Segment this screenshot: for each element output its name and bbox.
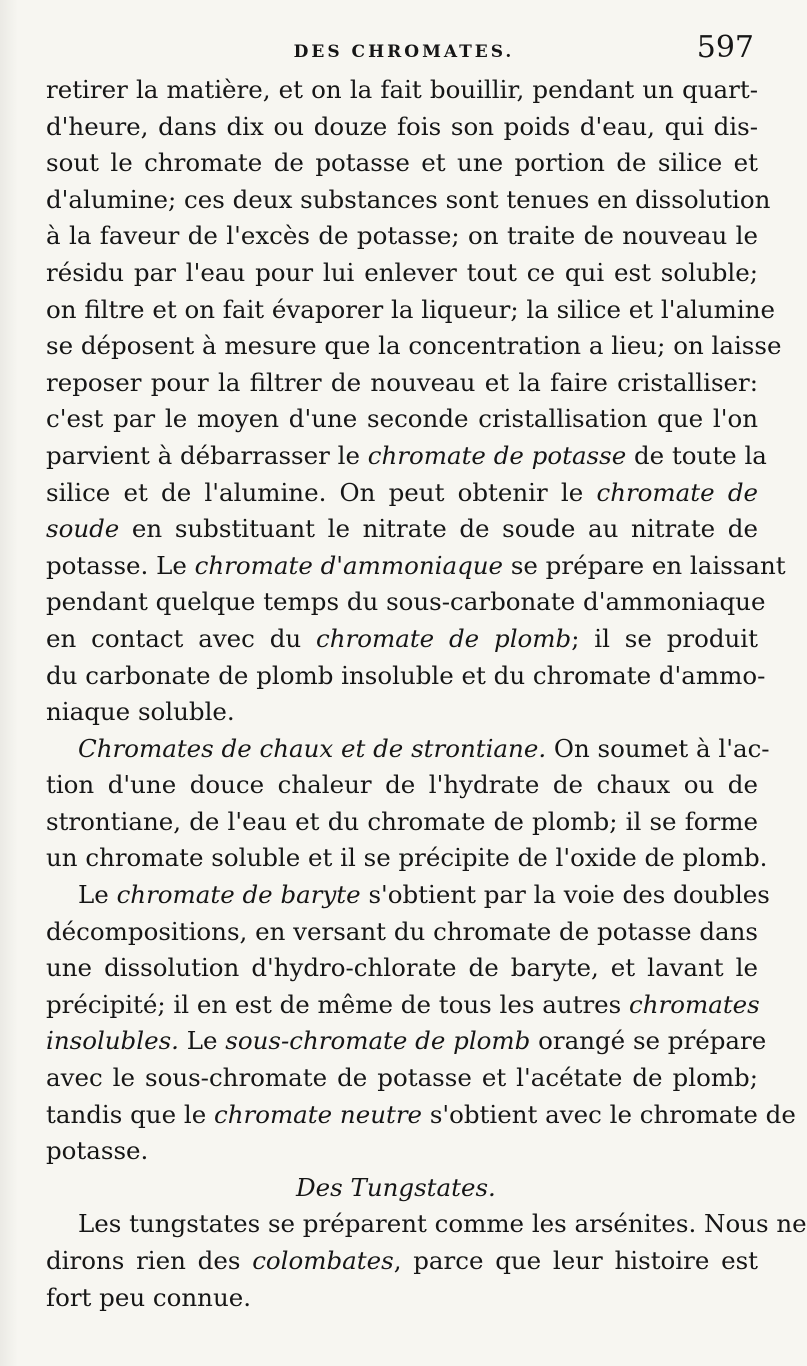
text-line: potasse.: [46, 1136, 149, 1166]
text-line: à la faveur de l'excès de potasse; on traite de nouveau le: [46, 221, 758, 251]
text-line: une dissolution d'hydro-chlorate de baryte, et lavant le: [46, 953, 758, 983]
text-line: d'alumine; ces deux substances sont tenues en dissolution: [46, 184, 771, 214]
italic-term: chromate de potasse: [367, 440, 627, 470]
text-run: en substituant le nitrate de soude au nitrate de: [119, 514, 758, 544]
text-line: [46, 731, 770, 768]
text-run: s'obtient avec le chromate de: [422, 1099, 796, 1129]
text-line: sout le chromate de potasse et une portion de silice et: [46, 148, 758, 178]
text-line: [46, 475, 758, 512]
text-line: tion d'une douce chaleur de l'hydrate de chaux ou de: [46, 770, 758, 800]
body-text: [46, 72, 807, 1316]
text-line: [46, 877, 770, 914]
text-line: se déposent à mesure que la concentration a lieu; on laisse: [46, 331, 782, 361]
text-line: retirer la matière, et on la fait bouillir, pendant un quart-: [46, 75, 758, 104]
italic-term: soude: [46, 514, 120, 544]
italic-term: chromate de baryte: [116, 880, 361, 910]
italic-term: sous-chromate de plomb: [225, 1026, 531, 1056]
text-line: résidu par l'eau pour lui enlever tout ce qui est soluble;: [46, 257, 758, 287]
text-line: niaque soluble.: [46, 697, 235, 727]
text-line: [46, 621, 758, 658]
text-line: [46, 511, 758, 548]
text-line: on filtre et on fait évaporer la liqueur; la silice et l'alumine: [46, 294, 776, 324]
text-line: un chromate soluble et il se précipite de l'oxide de plomb.: [46, 843, 768, 873]
text-run: , parce que leur histoire est: [393, 1246, 759, 1275]
text-line: Les tungstates se préparent comme les arsénites. Nous ne: [78, 1209, 807, 1239]
text-line: [46, 438, 767, 475]
text-line: [46, 987, 758, 1024]
italic-term: colombates: [252, 1246, 394, 1275]
page-number: 597: [696, 30, 754, 65]
text-line: [46, 1023, 767, 1060]
text-line: [46, 1243, 758, 1280]
running-head: DES CHROMATES.: [293, 42, 515, 62]
text-run: On soumet à l'ac-: [546, 733, 770, 763]
text-run: en contact avec du: [46, 623, 317, 653]
text-run: de toute la: [626, 440, 767, 470]
italic-term: chromate d'ammoniaque: [194, 550, 504, 580]
text-line: fort peu connue.: [46, 1282, 252, 1312]
italic-term: chromate neutre: [213, 1099, 423, 1129]
text-run: potasse. Le: [46, 550, 195, 580]
section-title: Des Tungstates.: [296, 1172, 496, 1202]
text-run: silice et de l'alumine. On peut obtenir le: [46, 477, 597, 507]
italic-term: chromates: [629, 989, 760, 1019]
text-line: c'est par le moyen d'une seconde cristallisation que l'on: [46, 404, 758, 434]
text-line: strontiane, de l'eau et du chromate de plomb; il se forme: [46, 806, 758, 836]
text-line: reposer pour la filtrer de nouveau et la faire cristalliser:: [46, 367, 758, 397]
text-run: Le: [178, 1026, 226, 1056]
text-run: se prépare en laissant: [503, 550, 786, 580]
text-run: s'obtient par la voie des doubles: [360, 880, 770, 910]
text-run: tandis que le: [46, 1099, 214, 1129]
text-run: Le: [78, 880, 117, 910]
italic-term: chromate de plomb: [316, 623, 572, 653]
text-line: [46, 1097, 796, 1134]
text-run: dirons rien des: [46, 1246, 253, 1275]
italic-term: insolubles.: [46, 1026, 179, 1056]
text-run: parvient à débarrasser le: [46, 440, 368, 470]
text-line: [46, 548, 786, 585]
text-line: du carbonate de plomb insoluble et du chromate d'ammo-: [46, 660, 766, 690]
italic-term: chromate de: [596, 477, 758, 507]
text-line: avec le sous-chromate de potasse et l'acétate de plomb;: [46, 1063, 758, 1093]
text-line: d'heure, dans dix ou douze fois son poids d'eau, qui dis-: [46, 111, 758, 141]
text-line: décompositions, en versant du chromate de potasse dans: [46, 916, 758, 946]
text-run: précipité; il en est de même de tous les autres: [46, 989, 630, 1019]
text-line: pendant quelque temps du sous-carbonate d'ammoniaque: [46, 587, 766, 617]
text-run: ; il se produit: [571, 623, 758, 653]
italic-heading: Chromates de chaux et de strontiane.: [78, 733, 547, 763]
text-run: orangé se prépare: [530, 1026, 767, 1056]
page-header: [48, 30, 760, 74]
